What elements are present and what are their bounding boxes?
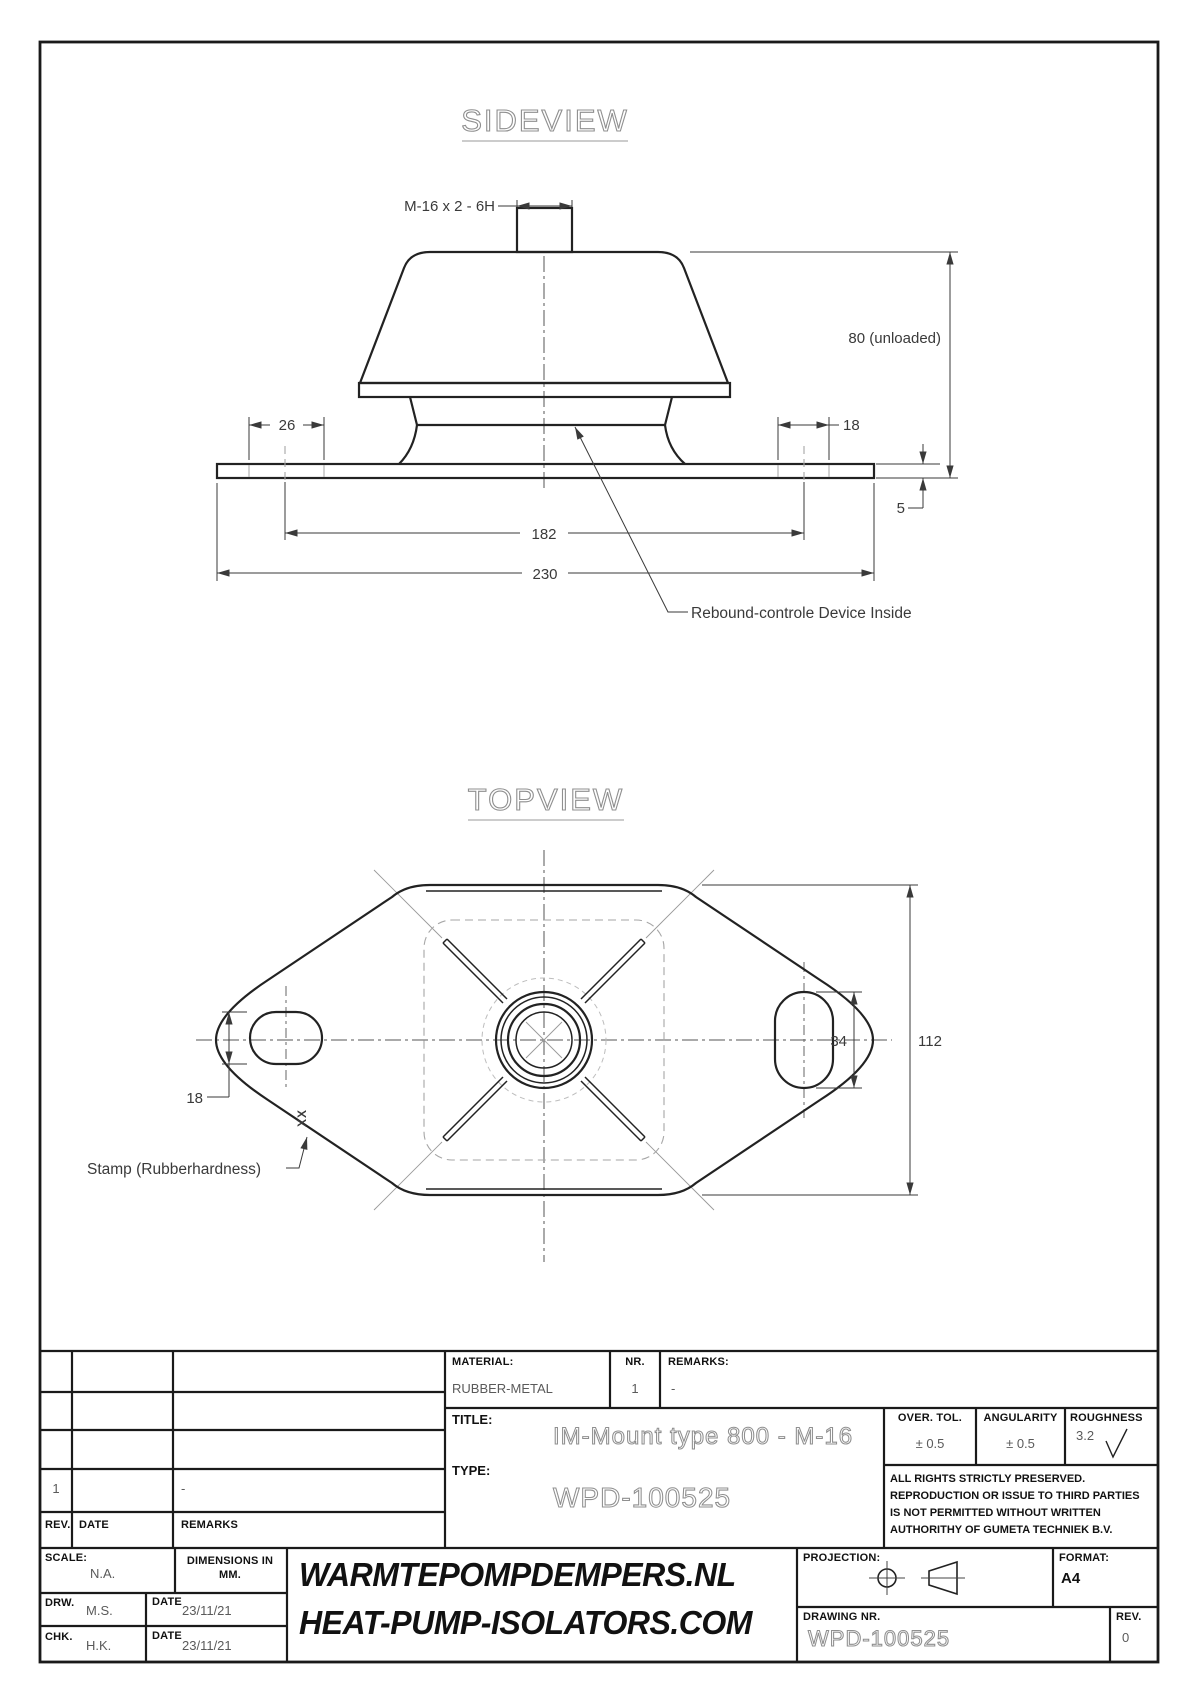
angularity-value: ± 0.5 [1006,1436,1035,1451]
format-value: A4 [1061,1570,1081,1587]
drw-value: M.S. [86,1603,113,1618]
stamp-callout [87,1109,309,1178]
rebound-label: Rebound-controle Device Inside [691,605,912,622]
nr-label: NR. [625,1356,645,1368]
rights-line: AUTHORITHY OF GUMETA TECHNIEK B.V. [890,1524,1113,1536]
scale-value: N.A. [90,1566,116,1581]
dim-thread [404,198,572,215]
type-value: WPD-100525 [553,1482,732,1513]
revtable-remarks-label: REMARKS [181,1519,239,1531]
dim-112-label: 112 [918,1033,942,1050]
over-tol-label: OVER. TOL. [897,1412,963,1424]
roughness-value: 3.2 [1076,1428,1095,1443]
dim-26-label: 26 [278,417,296,434]
dim-18-top [186,1012,247,1107]
drw-date-value: 23/11/21 [182,1603,232,1618]
dim-18-top-label: 18 [186,1090,203,1107]
projection-label: PROJECTION: [803,1552,881,1564]
rev-label: REV. [1116,1611,1142,1623]
chk-value: H.K. [86,1638,112,1653]
over-tol-value: ± 0.5 [915,1436,945,1451]
rights-line: REPRODUCTION OR ISSUE TO THIRD PARTIES [890,1490,1140,1502]
drawing-nr-value: WPD-100525 [808,1626,951,1651]
stamp-label: Stamp (Rubberhardness) [87,1161,262,1178]
dim-34-label: 34 [830,1033,847,1050]
drawing-nr-label: DRAWING NR. [803,1611,881,1623]
rev-row-remarks: - [181,1481,186,1496]
dim-182 [285,526,804,543]
material-value: RUBBER-METAL [452,1381,553,1396]
neck-and-feet [399,397,685,464]
stud [517,208,572,252]
stamp-mark: XX [295,1108,309,1128]
rights-line: IS NOT PERMITTED WITHOUT WRITTEN [890,1507,1101,1519]
remarks-value: - [671,1381,676,1396]
sideview-title-text: SIDEVIEW [461,103,629,138]
projection-symbol-icon [855,1553,995,1603]
material-label: MATERIAL: [452,1356,514,1368]
dim-18-side [778,417,860,460]
dimensions-note: DIMENSIONS IN MM. [186,1555,274,1581]
drw-date-label: DATE [152,1596,182,1608]
dim-80 [690,252,958,478]
roughness-label: ROUGHNESS [1070,1412,1143,1424]
dim-26 [249,417,324,460]
remarks-label: REMARKS: [668,1356,729,1368]
angularity-label: ANGULARITY [983,1412,1058,1424]
roughness-icon [1103,1427,1133,1461]
base-plate [217,464,874,478]
drw-label: DRW. [45,1597,75,1609]
dim-18-side-label: 18 [843,417,860,434]
thread-label: M-16 x 2 - 6H [404,198,495,215]
title-label: TITLE: [452,1412,493,1427]
rev-value: 0 [1122,1630,1130,1645]
format-label: FORMAT: [1059,1552,1110,1564]
url-line-1: WARMTEPOMPDEMPERS.NL [299,1556,736,1593]
sideview-title [461,103,629,141]
title-value: IM-Mount type 800 - M-16 [553,1423,854,1450]
revtable-date-label: DATE [79,1519,109,1531]
nr-value: 1 [631,1381,639,1396]
dim-5-label: 5 [896,500,905,517]
topview-title [468,782,624,820]
dim-80-label: 80 (unloaded) [848,330,941,347]
type-label: TYPE: [452,1463,491,1478]
chk-date-label: DATE [152,1630,182,1642]
chk-date-value: 23/11/21 [182,1638,232,1653]
revtable-rev-label: REV. [45,1519,71,1531]
rights-line: ALL RIGHTS STRICTLY PRESERVED. [890,1473,1086,1485]
topview-title-text: TOPVIEW [467,782,625,817]
dim-230-label: 230 [532,566,558,583]
plate-slot-edges [249,465,829,477]
url-line-2: HEAT-PUMP-ISOLATORS.COM [299,1604,752,1641]
dim-182-label: 182 [531,526,557,543]
rebound-leader [575,427,912,622]
sideview-drawing [217,198,958,622]
scale-label: SCALE: [45,1552,88,1564]
rev-row-number: 1 [52,1481,60,1496]
rights-notice [890,1471,1154,1539]
chk-label: CHK. [45,1631,73,1643]
dim-5 [876,444,940,517]
